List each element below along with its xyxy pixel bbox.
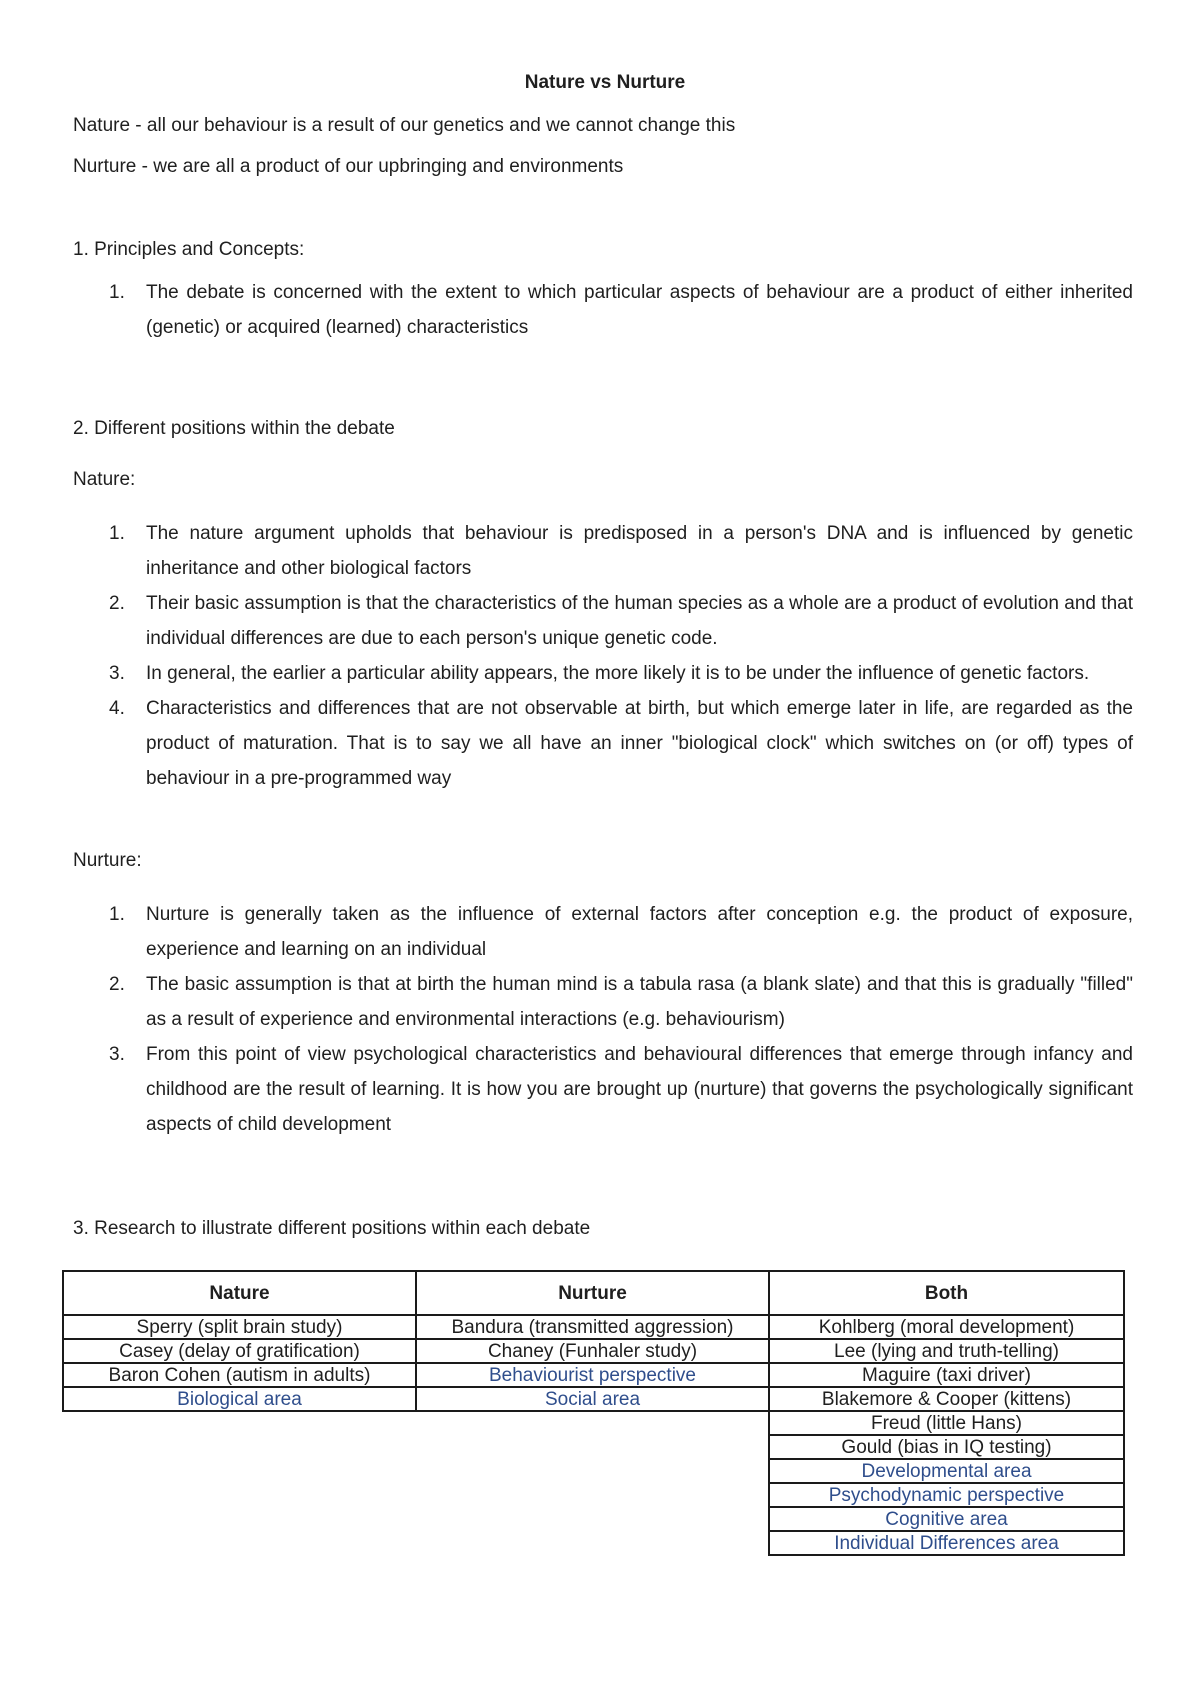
table-cell: Biological area	[63, 1387, 416, 1411]
table-cell: Casey (delay of gratification)	[63, 1339, 416, 1363]
table-cell: Individual Differences area	[769, 1531, 1124, 1555]
empty-cell	[416, 1435, 769, 1459]
list-item	[73, 967, 1133, 1037]
list-number: 2.	[109, 974, 125, 995]
table-cell: Blakemore & Cooper (kittens)	[769, 1387, 1124, 1411]
list-item	[73, 586, 1133, 656]
empty-cell	[416, 1411, 769, 1435]
list-text: Their basic assumption is that the characteristics of the human species as a whole are a product of evolution and that individual differences are due to each person's unique genetic code.	[146, 593, 1133, 649]
empty-cell	[416, 1507, 769, 1531]
empty-cell	[63, 1459, 416, 1483]
nature-list	[73, 516, 1133, 796]
list-number: 1.	[109, 523, 125, 544]
table-row	[63, 1387, 1124, 1411]
page-title: Nature vs Nurture	[524, 72, 686, 93]
section1-heading: 1. Principles and Concepts:	[73, 239, 305, 260]
list-item	[73, 656, 1133, 691]
section3-heading: 3. Research to illustrate different positions within each debate	[73, 1218, 591, 1239]
empty-cell	[416, 1531, 769, 1555]
table-cell: Freud (little Hans)	[769, 1411, 1124, 1435]
nature-label: Nature:	[73, 469, 136, 490]
list-number: 3.	[109, 663, 125, 684]
research-table	[62, 1270, 1125, 1556]
table-cell: Chaney (Funhaler study)	[416, 1339, 769, 1363]
table-cell: Developmental area	[769, 1459, 1124, 1483]
list-text: Nurture is generally taken as the influence of external factors after conception e.g. the product of exposure, experience and learning on an individual	[146, 904, 1133, 960]
table-cell: Bandura (transmitted aggression)	[416, 1315, 769, 1339]
table-cell: Behaviourist perspective	[416, 1363, 769, 1387]
table-cell: Kohlberg (moral development)	[769, 1315, 1124, 1339]
nurture-definition: Nurture - we are all a product of our upbringing and environments	[73, 156, 624, 177]
table-row	[63, 1339, 1124, 1363]
empty-cell	[63, 1411, 416, 1435]
empty-cell	[63, 1483, 416, 1507]
list-number: 2.	[109, 593, 125, 614]
table-cell: Sperry (split brain study)	[63, 1315, 416, 1339]
empty-cell	[416, 1459, 769, 1483]
column-header: Nature	[63, 1271, 416, 1315]
list-text: The basic assumption is that at birth the human mind is a tabula rasa (a blank slate) and that this is gradually "filled" as a result of experience and environmental interactions (e.g. behaviourism)	[146, 974, 1133, 1030]
table-row	[63, 1483, 1124, 1507]
nurture-label: Nurture:	[73, 850, 142, 871]
column-header: Both	[769, 1271, 1124, 1315]
list-item	[73, 691, 1133, 796]
section2-heading: 2. Different positions within the debate	[73, 418, 395, 439]
table-row	[63, 1315, 1124, 1339]
table-row	[63, 1411, 1124, 1435]
nature-definition: Nature - all our behaviour is a result of our genetics and we cannot change this	[73, 115, 736, 136]
research-table-wrapper	[62, 1270, 1125, 1556]
table-cell: Baron Cohen (autism in adults)	[63, 1363, 416, 1387]
table-row	[63, 1507, 1124, 1531]
list-text: In general, the earlier a particular ability appears, the more likely it is to be under the influence of genetic factors.	[146, 663, 1090, 684]
list-text: The nature argument upholds that behaviour is predisposed in a person's DNA and is influenced by genetic inheritance and other biological factors	[146, 523, 1133, 579]
empty-cell	[63, 1531, 416, 1555]
list-item	[73, 897, 1133, 967]
list-number: 1.	[109, 904, 125, 925]
table-cell: Maguire (taxi driver)	[769, 1363, 1124, 1387]
list-number: 1.	[109, 282, 125, 303]
table-row	[63, 1363, 1124, 1387]
list-text: From this point of view psychological characteristics and behavioural differences that emerge through infancy and childhood are the result of learning. It is how you are brought up (nurture) that governs the psychologically significant aspects of child development	[146, 1044, 1133, 1135]
empty-cell	[63, 1507, 416, 1531]
list-number: 3.	[109, 1044, 125, 1065]
column-header: Nurture	[416, 1271, 769, 1315]
table-header-row	[63, 1271, 1124, 1315]
table-cell: Cognitive area	[769, 1507, 1124, 1531]
table-cell: Lee (lying and truth-telling)	[769, 1339, 1124, 1363]
table-row	[63, 1459, 1124, 1483]
list-item	[73, 1037, 1133, 1142]
empty-cell	[63, 1435, 416, 1459]
list-item	[73, 516, 1133, 586]
nurture-list	[73, 897, 1133, 1142]
table-cell: Psychodynamic perspective	[769, 1483, 1124, 1507]
empty-cell	[416, 1483, 769, 1507]
list-number: 4.	[109, 698, 125, 719]
list-text: Characteristics and differences that are not observable at birth, but which emerge later in life, are regarded as the product of maturation. That is to say we all have an inner "biological clock" which switches on (or off) types of behaviour in a pre-programmed way	[146, 698, 1133, 789]
table-row	[63, 1435, 1124, 1459]
principles-list	[73, 275, 1133, 345]
table-cell: Social area	[416, 1387, 769, 1411]
table-row	[63, 1531, 1124, 1555]
table-cell: Gould (bias in IQ testing)	[769, 1435, 1124, 1459]
list-item	[73, 275, 1133, 345]
list-text: The debate is concerned with the extent to which particular aspects of behaviour are a product of either inherited (genetic) or acquired (learned) characteristics	[146, 282, 1133, 338]
